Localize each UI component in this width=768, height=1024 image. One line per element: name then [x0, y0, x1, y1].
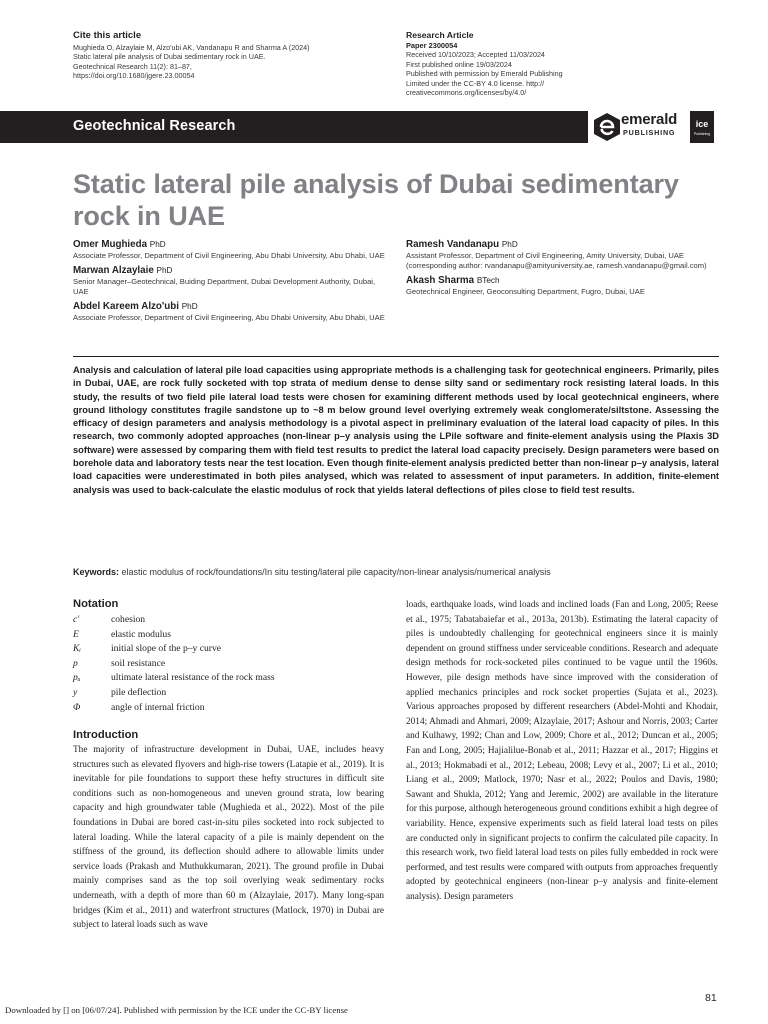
notation-definition: ultimate lateral resistance of the rock mass	[111, 672, 275, 684]
citation-line: Geotechnical Research 11(2): 81–87,	[73, 61, 192, 71]
author-name: Marwan Alzaylaie	[73, 265, 154, 276]
download-footer: Downloaded by [] on [06/07/24]. Published with permission by the ICE under the CC-BY license	[5, 1005, 348, 1015]
paper-number: Paper 2300054	[406, 41, 458, 50]
notation-row	[73, 657, 393, 672]
emerald-wordmark: emerald	[621, 111, 678, 128]
author-entry	[73, 265, 388, 297]
article-info-line: Received 10/10/2023; Accepted 11/03/2024	[406, 50, 545, 60]
author-affiliation: Geotechnical Engineer, Geoconsulting Department, Fugro, Dubai, UAE	[406, 287, 645, 296]
author-entry	[406, 275, 716, 297]
author-entry	[73, 239, 388, 261]
authors-right-column	[406, 239, 716, 301]
author-degree: BTech	[476, 276, 500, 285]
notation-list	[73, 613, 393, 715]
article-type: Research Article	[406, 30, 474, 40]
notation-symbol: Kᵢ	[73, 643, 81, 655]
notation-definition: soil resistance	[111, 657, 166, 669]
author-degree: PhD	[149, 240, 166, 249]
notation-definition: pile deflection	[111, 686, 167, 698]
ice-wordmark: ice	[695, 119, 709, 129]
notation-row	[73, 686, 393, 701]
notation-symbol: p	[73, 657, 78, 669]
keywords	[73, 566, 719, 578]
author-name: Abdel Kareem Alzo'ubi	[73, 301, 179, 312]
notation-symbol: Φ	[73, 701, 81, 713]
keywords-text: elastic modulus of rock/foundations/In situ testing/lateral pile capacity/non-linear analysis/numerical analysis	[121, 567, 551, 577]
notation-definition: angle of internal friction	[111, 701, 205, 713]
article-title: Static lateral pile analysis of Dubai sedimentary rock in UAE	[73, 169, 679, 231]
citation-line: Mughieda O, Alzaylaie M, Alzo'ubi AK, Vandanapu R and Sharma A (2024)	[73, 43, 310, 52]
license-link[interactable]: creativecommons.org/licenses/by/4.0/	[406, 88, 527, 98]
author-name: Ramesh Vandanapu	[406, 239, 500, 250]
notation-row	[73, 671, 393, 686]
notation-heading: Notation	[73, 598, 119, 610]
author-affiliation: Assistant Professor, Department of Civil Engineering, Amity University, Dubai, UAE (corresponding author: rvandanapu@amityuniversity.ae, ramesh.vandanapu@gmail.com)	[406, 251, 707, 270]
article-info-line: First published online 19/03/2024	[406, 59, 512, 69]
author-affiliation: Associate Professor, Department of Civil Engineering, Abu Dhabi University, Abu Dhabi, UAE	[73, 313, 385, 322]
notation-row	[73, 613, 393, 628]
author-name: Akash Sharma	[406, 275, 475, 286]
notation-symbol: c′	[73, 614, 80, 625]
introduction-heading: Introduction	[73, 729, 139, 741]
notation-symbol: E	[73, 628, 79, 640]
author-name: Omer Mughieda	[73, 239, 148, 250]
abstract-divider	[73, 356, 719, 357]
page-number: 81	[705, 992, 717, 1004]
citation-heading: Cite this article	[73, 30, 142, 41]
notation-symbol: pᵤ	[73, 672, 81, 684]
ice-publishing-label: Publishing	[693, 132, 711, 136]
notation-definition: cohesion	[111, 614, 146, 625]
author-affiliation: Associate Professor, Department of Civil Engineering, Abu Dhabi University, Abu Dhabi, UAE	[73, 251, 385, 260]
notation-row	[73, 642, 393, 657]
emerald-logo-icon	[592, 112, 622, 142]
author-degree: PhD	[156, 266, 173, 275]
notation-definition: elastic modulus	[111, 628, 171, 640]
emerald-publishing-label: PUBLISHING	[623, 128, 676, 137]
introduction-text-right: loads, earthquake loads, wind loads and inclined loads (Fan and Long, 2005; Reese et al., 1975; Tabatabaiefar et al., 2013a, 2013b). Estimating the lateral capacity of piles is undoubtedly challenging for geotechnical engineers since it is mainly dependent on ground stiffness under serviceable conditions. Research and adequate design methods for rock-socketed piles continued to be vague until the 1960s. However, pile design methods have since improved with the consideration of applied mechanics principles and rock socket properties (Sujata et al., 2023). Various approaches proposed by different researchers (Abdel-Mohti and Khodair, 2014; Ahmadi and Ahmari, 2009; Alzaylaie, 2017; Ashour and Norris, 2003; Carter and Kulhawy, 1992; Chan and Low, 2009; Chore et al., 2012; Duncan et al., 2005; Fan and Long, 2005; Hajialilue-Bonab et al., 2011; Hazzar et al., 2017; Higgins et al., 2013; Hokmabadi et al., 2012; Lebeau, 2008; Levy et al., 2007; Li et al., 2010; Liang et al., 2009; Matlock, 1970; Nasr et al., 2022; Poulos and Davis, 1980; Sawant and Shukla, 2012; Yang and Jeremic, 2002) are available in the literature for this purpose, although heterogeneous ground conditions exhibit a high degree of variability. Hence, expensive experiments such as field lateral load tests on piles are conducted only in significant projects to confirm the calculated pile capacity. In this research work, two field lateral load tests on piles fully embedded in rock were performed, and test results were compared with outputs from approaches frequently adopted by geotechnical engineers (non-linear p–y analysis and finite-element analysis). Design parameters	[406, 600, 718, 902]
journal-title: Geotechnical Research	[73, 118, 236, 134]
notation-definition: initial slope of the p–y curve	[111, 643, 222, 655]
introduction-text-left: The majority of infrastructure development in Dubai, UAE, includes heavy structures such as elevated flyovers and high-rise towers (Latapie et al., 2019). It is inevitable for pile foundations to support these hefty structures in difficult site conditions such as non-homogeneous and uneven ground strata, low bearing capacity and high groundwater table (Mughieda et al., 2022). Most of the pile foundations in Dubai are bored cast-in-situ piles socketed into rock subjected to lateral loading. While the lateral capacity of a pile is mainly dependent on the stiffness of the ground, its deflection should adhere to allowable limits under service loads (Prakash and Muthukkumaran, 2021). The ground profile in Dubai mainly comprises sand as the top soil overlying weak sedimentary rocks underneath, with a depth of more than 60 m (Alzaylaie, 2017). Many long-span bridges (Kim et al., 2011) and waterfront structures (Matlock, 1970) in Dubai are subject to lateral loads such as wave	[73, 745, 384, 931]
keywords-label: Keywords:	[73, 567, 120, 577]
citation-line: Static lateral pile analysis of Dubai sedimentary rock in UAE.	[73, 52, 266, 62]
author-degree: PhD	[181, 302, 198, 311]
authors-left-column	[73, 239, 388, 327]
doi-link[interactable]: https://doi.org/10.1680/jgere.23.00054	[73, 71, 195, 81]
notation-symbol: y	[73, 686, 78, 698]
author-entry	[406, 239, 716, 271]
author-degree: PhD	[501, 240, 518, 249]
notation-row	[73, 628, 393, 643]
article-info-block	[406, 30, 706, 97]
ice-logo-icon	[690, 111, 714, 143]
citation-block	[73, 30, 373, 81]
author-entry	[73, 301, 388, 323]
abstract: Analysis and calculation of lateral pile load capacities using appropriate methods is a challenging task for geotechnical engineers. Primarily, piles in Dubai, UAE, are rock fully socketed with top strata of medium dense to dense silty sand or sedimentary rock resisting lateral loads. In this study, the results of two field pile lateral load tests were chosen for examining different methods used by local geotechnical engineers, where ground lithology constitutes fragile sandstone up to ~8 m below ground level overlying extremely weak conglomerate/siltstone. Assessing the efficacy of design parameters and analysis methodology is a pivotal aspect in preliminary evaluation of the lateral load capacity of piles. In this research, two commonly adopted approaches (non-linear p–y analysis using the LPile software and finite-element analysis using the Plaxis 3D software) were assessed by comparing them with field test results to predict the lateral load capacity precisely. Design parameters were based on borehole data and laboratory tests near the test location. Even though finite-element analysis predicted better than non-linear p–y analysis, lateral load capacities were underestimated in both piles analysed, which was related to assessment of input parameters. In addition, finite-element analysis was used to back-calculate the elastic modulus of rock that yields lateral deflections of piles close to field test results.	[73, 365, 719, 495]
article-info-line: Published with permission by Emerald Publishing	[406, 69, 563, 79]
author-affiliation: Senior Manager–Geotechnical, Buiding Department, Dubai Development Authority, Dubai, UAE	[73, 277, 376, 296]
article-info-line: Limited under the CC-BY 4.0 license. http://	[406, 78, 545, 88]
notation-row	[73, 701, 393, 716]
